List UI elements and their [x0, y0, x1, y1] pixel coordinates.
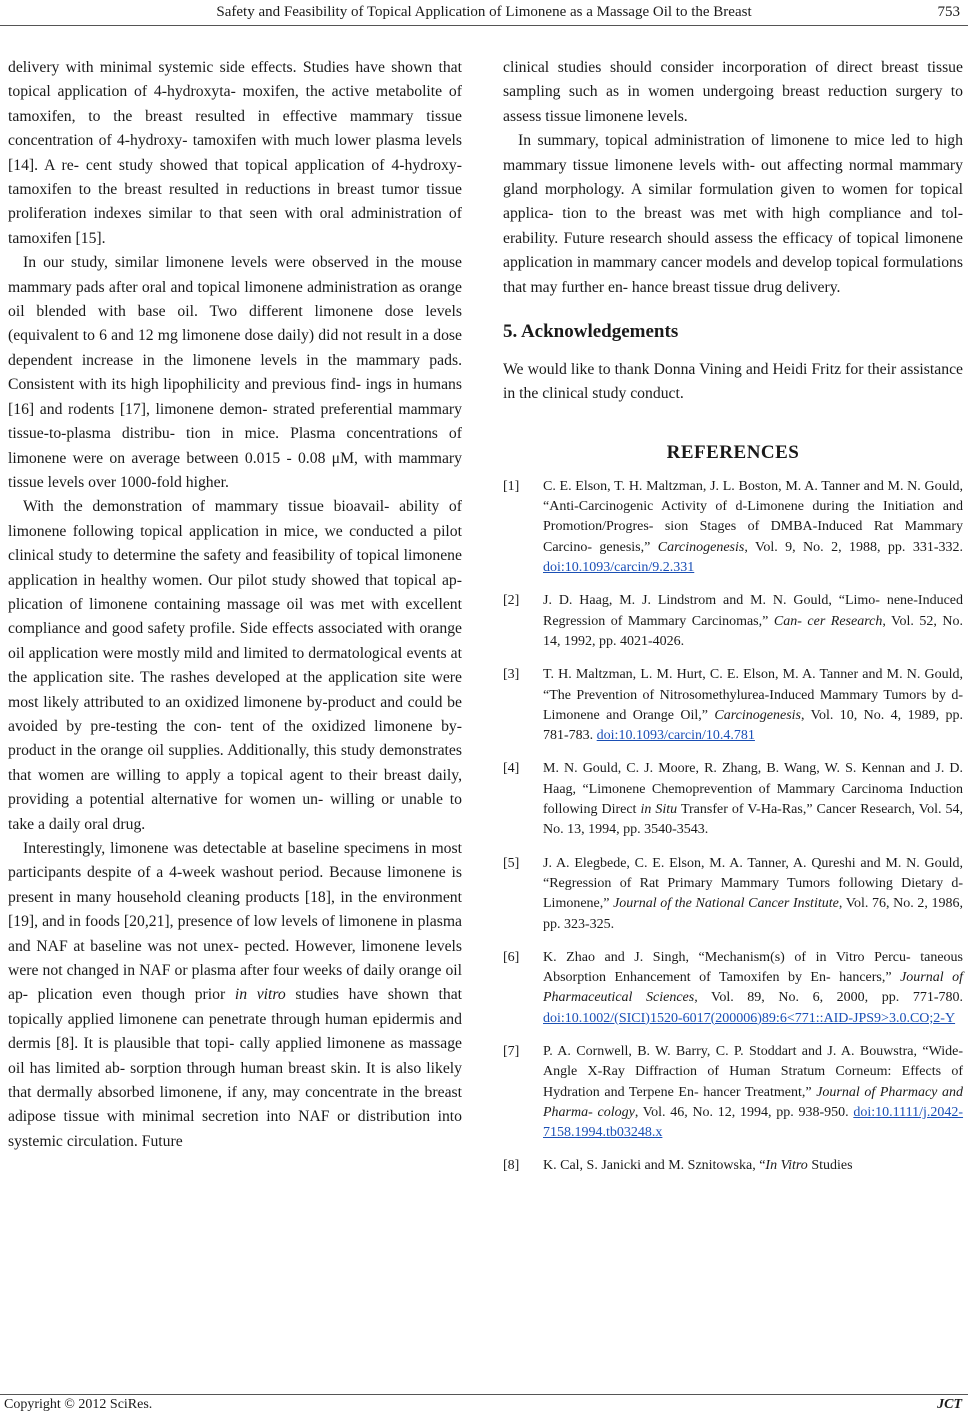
reference-journal: Journal of the National Cancer Institute	[613, 896, 839, 912]
paragraph-mouse-study: In our study, similar limonene levels were observed in the mouse mammary pads after oral and topical limonene administration as orange oil blended with base oil. Two different limonene dose levels (equivalent to 6 and 12 mg limonene dose daily) did not result in a dose dependent increase in the limonene levels in the mammary pads. Consistent with its high lipophilicity and previous find- ings in humans [16] and rodents [17], limonene demon- strated preferential mammary tissue-to-plasma distribu- tion in mice. Plasma concentrations of limonene were on average between 0.015 - 0.08 μM, with mammary tissue levels over 1000-fold higher.	[8, 254, 462, 491]
reference-text: , Vol. 9, No. 2, 1988, pp. 331-332.	[744, 539, 963, 555]
header-rule	[0, 25, 968, 26]
reference-text: J. D. Haag, M. J. Lindstrom and M. N. Gould, “Limo- nene-Induced Regression of Mammary Carcinomas,”	[543, 593, 963, 629]
copyright-notice: Copyright © 2012 SciRes.	[4, 1397, 153, 1412]
reference-text: , Vol. 46, No. 12, 1994, pp. 938-950.	[634, 1104, 854, 1120]
running-header	[0, 0, 968, 26]
reference-item	[503, 1042, 963, 1143]
reference-text: , Vol. 76, No. 2, 1986, pp. 323-325.	[543, 896, 963, 932]
acknowledgements-text: We would like to thank Donna Vining and Heidi Fritz for their assistance in the clinical study conduct.	[503, 361, 963, 403]
paragraph-text: studies have shown that topically applied limonene can penetrate through human epidermis and dermis [8]. It is plausible that topi- cally applied limonene as massage oil has limited ab- sorption through human breast skin. It is also likely that dermally absorbed limonene, if any, may concentrate in the breast adipose tissue with minimal secretion into NAF or distribution into systemic circulation. Future	[8, 986, 463, 1150]
paragraph-summary: In summary, topical administration of limonene to mice led to high mammary tissue limonene levels with- out affecting normal mammary gland morphology. A similar formulation given to women for topical applica- tion to the breast was met with high compliance and tol- erability. Future research should assess the efficacy of topical limonene application in mammary cancer models and develop topical formulations that may further en- hance breast tissue drug delivery.	[503, 132, 963, 296]
reference-text: K. Zhao and J. Singh, “Mechanism(s) of in Vitro Percu- taneous Absorption Enhancement of Tamoxifen by En- hancers,”	[543, 949, 963, 986]
doi-link[interactable]: doi:10.1093/carcin/9.2.331	[543, 560, 695, 576]
reference-journal: Journal of Pharmacy and Pharma- cology	[543, 1084, 963, 1120]
reference-number: [7]	[503, 1044, 520, 1059]
references-heading: REFERENCES	[666, 441, 800, 463]
reference-text: Studies	[807, 1158, 853, 1174]
reference-list	[503, 477, 963, 1177]
reference-number: [3]	[503, 667, 520, 683]
reference-text: K. Cal, S. Janicki and M. Sznitowska, “	[543, 1158, 766, 1174]
reference-item	[503, 477, 963, 578]
reference-item	[503, 665, 963, 746]
reference-journal: In Vitro	[765, 1158, 808, 1174]
reference-text: T. H. Maltzman, L. M. Hurt, C. E. Elson, M. A. Tanner and M. N. Gould, “The Prevention of Nitrosomethylurea-Induced Mammary Tumors by d-Limonene and Orange Oil,”	[543, 667, 963, 723]
reference-number: [6]	[503, 949, 520, 965]
footer-rule	[0, 1394, 968, 1395]
reference-journal: Can- cer Research	[773, 613, 883, 629]
italic-term: in vitro	[234, 986, 286, 1004]
reference-text: , Vol. 89, No. 6, 2000, pp. 771-780.	[694, 990, 963, 1006]
reference-number: [5]	[503, 855, 520, 871]
running-title: Safety and Feasibility of Topical Application of Limonene as a Massage Oil to the Breast	[216, 4, 752, 20]
paragraph-baseline-limonene	[8, 837, 462, 1154]
reference-text: P. A. Cornwell, B. W. Barry, C. P. Stoddart and J. A. Bouwstra, “Wide-Angle X-Ray Diffraction of Human Stratum Corneum: Effects of Hydration and Terpene En- hancer Treatment,”	[543, 1044, 963, 1100]
paragraph-text: Interestingly, limonene was detectable at baseline specimens in most participants despite of a 4-week washout period. Because limonene is present in many household cleaning products [18], in the environment [19], and in foods [20,21], presence of low levels of limonene in plasma and NAF at baseline was not unex- pected. However, limonene levels were not changed in NAF or plasma after four weeks of daily orange oil ap- plication even though prior	[8, 840, 462, 1004]
paragraph-topical-tamoxifen: delivery with minimal systemic side effects. Studies have shown that topical application of 4-hydroxyta- moxifen, the active metabolite of tamoxifen, to the breast resulted in effective mammary tissue concentration of 4-hydroxy- tamoxifen with much lower plasma levels [14]. A re- cent study showed that topical application of 4-hydroxy- tamoxifen to the breast resulted in reductions in breast tumor tissue proliferation indexes similar to that seen with oral administration of tamoxifen [15].	[8, 59, 462, 247]
reference-journal: in Situ	[640, 802, 678, 818]
doi-link[interactable]: doi:10.1111/j.2042-7158.1994.tb03248.x	[543, 1104, 964, 1141]
reference-journal: Carcinogenesis	[714, 707, 801, 723]
reference-journal: Carcinogenesis	[657, 539, 745, 555]
journal-abbreviation: JCT	[937, 1397, 962, 1412]
reference-text: M. N. Gould, C. J. Moore, R. Zhang, B. Wang, W. S. Kennan and J. D. Haag, “Limonene Chemoprevention of Mammary Carcinoma Induction following Direct	[543, 761, 963, 818]
reference-item	[503, 591, 963, 652]
reference-text: , Vol. 10, No. 4, 1989, pp. 781-783.	[543, 707, 963, 744]
paragraph-pilot-study: With the demonstration of mammary tissue bioavail- ability of limonene following topical application in mice, we conducted a pilot clinical study to determine the safety and feasibility of topical limonene application in healthy women. Our pilot study showed that topical ap- plication of limonene containing massage oil was met with excellent compliance and good safety profile. Side effects associated with orange oil application were mostly mild and limited to dermatological events at the application site. The rashes developed at the application site were most likely attributed to an oxidized limonene by-product and could be avoided by pre-testing the con- tent of the oxidized limonene by-product in the orange oil supplies. Additionally, this study demonstrates that women are willing to apply a topical agent to their breast daily, providing a potential alternative for women un- willing or unable to take a daily oral drug.	[8, 498, 462, 833]
left-column	[8, 56, 462, 1154]
page-number: 753	[937, 4, 960, 20]
doi-link[interactable]: doi:10.1002/(SICI)1520-6017(200006)89:6<771::AID-JPS9>3.0.CO;2-Y	[543, 1010, 956, 1026]
reference-number: [2]	[503, 593, 520, 609]
reference-text: , Vol. 52, No. 14, 1992, pp. 4021-4026.	[543, 613, 963, 649]
section-heading-acknowledgements: 5. Acknowledgements	[503, 321, 679, 343]
reference-item	[503, 948, 963, 1029]
reference-text: Transfer of V-Ha-Ras,” Cancer Research, Vol. 54, No. 13, 1994, pp. 3540-3543.	[543, 802, 964, 838]
reference-number: [1]	[503, 478, 520, 494]
reference-item	[503, 1156, 963, 1176]
paragraph-future-studies: clinical studies should consider incorporation of direct breast tissue sampling such as in women undergoing breast reduction surgery to assess tissue limonene levels.	[503, 59, 963, 125]
right-column	[503, 56, 963, 1190]
reference-number: [8]	[503, 1158, 520, 1174]
reference-number: [4]	[503, 761, 520, 777]
reference-text: C. E. Elson, T. H. Maltzman, J. L. Boston, M. A. Tanner and M. N. Gould, “Anti-Carcinogenic Activity of d-Limonene during the Initiation and Promotion/Progres- sion Stages of DMBA-Induced Rat Mammary Carcino- genesis,”	[543, 478, 963, 555]
reference-text: J. A. Elegbede, C. E. Elson, M. A. Tanner, A. Qureshi and M. N. Gould, “Regression of Rat Primary Mammary Tumors following Dietary d-Limonene,”	[543, 855, 963, 912]
reference-journal: Journal of Pharmaceutical Sciences	[543, 970, 963, 1006]
reference-item	[503, 759, 963, 840]
reference-item	[503, 854, 963, 935]
doi-link[interactable]: doi:10.1093/carcin/10.4.781	[596, 728, 755, 744]
